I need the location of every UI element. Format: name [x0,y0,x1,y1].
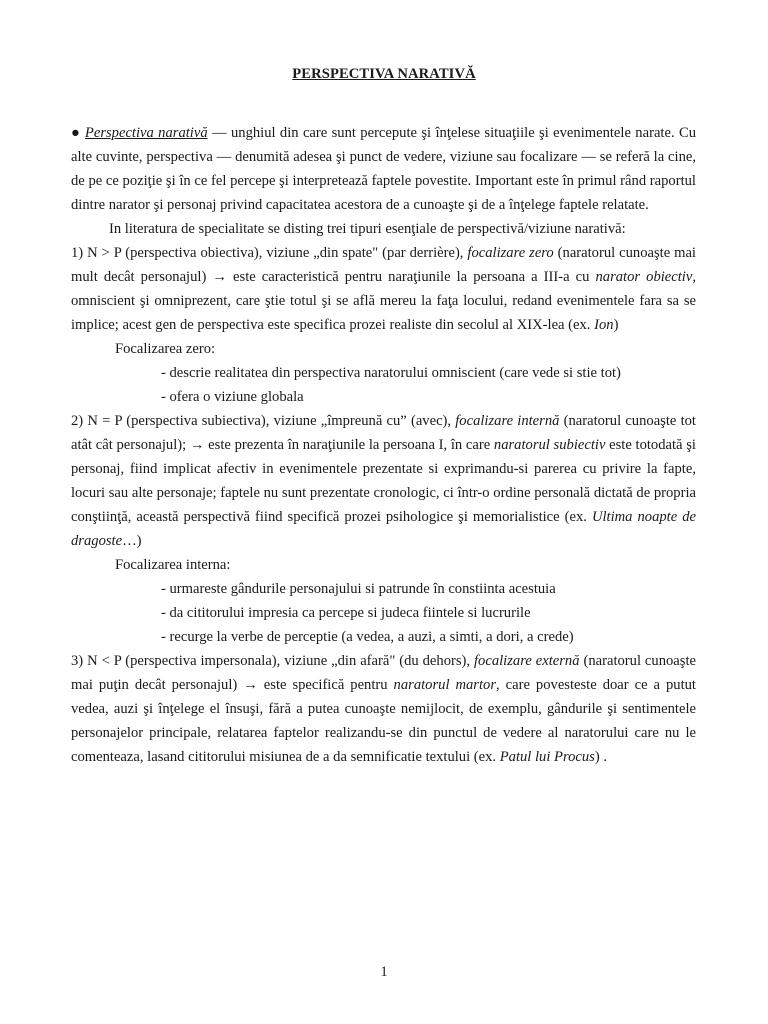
section-3-paragraph: 3) N < P (perspectiva impersonala), viziune „din afară" (du dehors), focalizare externă (naratorul cunoaşte mai puţin decât personajul) → este specifică pentru naratorul martor, care povesteste doar ce a putut vedea, auzi şi înţelege el însuşi, fără a putea cunoaşte nemijlocit, de exemplu, gândurile şi sentimentele personajelor principale, relatarea faptelor realizandu-se din punctul de vedere al naratorului care nu le comenteaza, lasand cititorului misiunea de a da semnificatie textului (ex. Patul lui Procus) . [71,653,696,765]
intro-term: Perspectiva narativă [84,125,208,141]
list-item: - ofera o viziune globala [161,389,304,405]
section-2-heading: Focalizarea interna: [115,557,231,573]
page-number: 1 [380,964,388,980]
bullet-icon: ● [71,125,81,141]
body-text [71,121,696,769]
intro-paragraph: ● Perspectiva narativă — unghiul din care sunt percepute şi înţelese situaţiile şi evenimentele narate. Cu alte cuvinte, perspectiva — denumită adesea şi punct de vedere, viziune sau focalizare — se referă la cine, de pe ce poziţie şi în ce fel percepe şi interpretează faptele povestite. Important este în primul rând raportul dintre narator şi personaj privind capacitatea acestora de a cunoaşte şi de a înţelege faptele relatate. [71,125,696,213]
page-title: PERSPECTIVA NARATIVĂ [292,66,476,82]
section-1-heading: Focalizarea zero: [115,341,216,357]
list-item: - descrie realitatea din perspectiva naratorului omniscient (care vede si stie tot) [161,365,621,381]
section-2-paragraph: 2) N = P (perspectiva subiectiva), viziune „împreună cu” (avec), focalizare internă (naratorul cunoaşte tot atât cât personajul); → este prezenta în naraţiunile la persoana I, în care naratorul subiectiv este totodată şi personaj, fiind implicat afectiv in evenimentele prezentate si exprimandu-si parerea cu privire la fapte, locuri sau alte personaje; faptele nu sunt prezentate cronologic, ci într-o ordine personală dictată de propria conştiinţă, această perspectivă fiind specifică prozei psihologice şi memorialistice (ex. Ultima noapte de dragoste…) [71,413,696,549]
list-item: - da cititorului impresia ca percepe si judeca fiintele si lucrurile [161,605,531,621]
lead-paragraph: In literatura de specialitate se disting trei tipuri esenţiale de perspectivă/viziune narativă: [109,221,626,237]
section-1-paragraph: 1) N > P (perspectiva obiectiva), viziune „din spate" (par derrière), focalizare zero (naratorul cunoaşte mai mult decât personajul) → este caracteristică pentru naraţiunile la persoana a III-a cu narator obiectiv, omniscient şi omniprezent, care ştie totul şi se află mereu la faţa locului, redand evenimentele fara sa se implice; acest gen de perspectiva este specifica prozei realiste din secolul al XIX-lea (ex. Ion) [71,245,696,333]
list-item: - urmareste gândurile personajului si patrunde în constiinta acestuia [161,581,556,597]
list-item: - recurge la verbe de perceptie (a vedea, a auzi, a simti, a dori, a crede) [161,629,574,645]
